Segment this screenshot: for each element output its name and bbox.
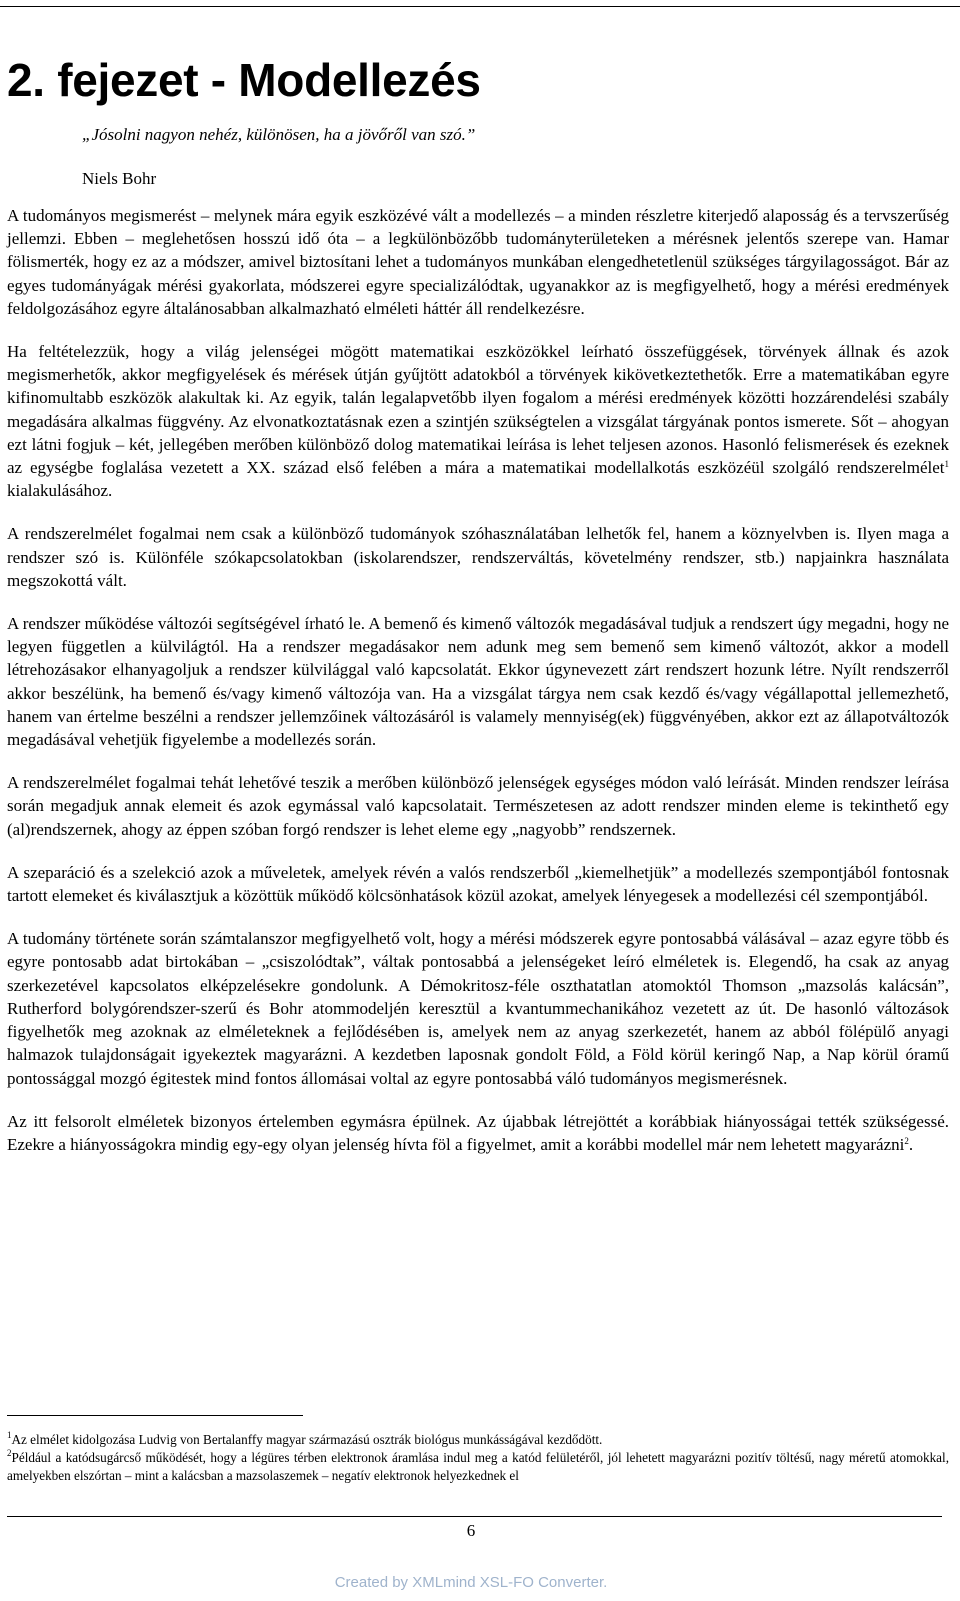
header-rule xyxy=(0,6,960,7)
paragraph-3: A rendszerelmélet fogalmai nem csak a különböző tudományok szóhasználatában lelhetők fel, hanem a köznyelvben is. Ilyen maga a rendszer szó is. Különféle szókapcsolatokban (iskolarendszer, rendszerváltás, követelmény rendszer, stb.) napjainkra használata megszokottá vált. xyxy=(7,524,949,590)
chapter-title: 2. fejezet - Modellezés xyxy=(7,54,481,106)
paragraph-2: Ha feltételezzük, hogy a világ jelenségei mögött matematikai eszközökkel leírható összefüggések, törvények állnak és azok megismerhetők, akkor megfigyelések és mérések útján gyűjtött adatokból a törvények kikövetkeztethetők. Erre a matematikában egyre kifinomultabb eszközök alakultak ki. Az egyik, talán legalapvetőbb ilyen fogalom a mérési eredmények közötti hozzárendelési szabály megadására alkalmas függvény. Az elvonatkoztatásnak ezen a szintjén szükségtelen a vizsgálat tárgyának pontos ismerete. Sőt – ahogyan ezt látni fogjuk – két, jellegében merőben különböző dolog matematikai leírása is lehet teljesen azonos. Hasonló felismerések és ezeknek az egységbe foglalása vezetett a XX. század első felében a mára a matematikai modellalkotás eszközéül szolgáló rendszerelmélet$^1$ kialakulásához. xyxy=(7,342,949,501)
paragraph-7: A tudomány története során számtalanszor megfigyelhető volt, hogy a mérési módszerek egyre pontosabbá válásával – azaz egyre több és egyre pontosabb adat birtokában – „csiszolódtak”, váltak pontosabbá a jelenségeket leíró elméletek is. Elegendő, ha csak az anyag szerkezetével kapcsolatos elképzelésekre gondolunk. A Démokritosz-féle oszthatatlan atomoktól Thomson „mazsolás kalácsán”, Rutherford bolygórendszer-szerű és Bohr atommodeljén keresztül a kvantummechanikához vezetett az út. De hasonló változások figyelhetők meg azoknak az elméleteknek a fejlődésében is, amelyek nem az anyag szerkezetét, hanem az abból fölépülő anyagi halmazok tulajdonságait igyekeztek magyarázni. A kezdetben laposnak gondolt Föld, a Föld körül keringő Nap, a Nap körül óramű pontossággal mozgó égitestek mind fontos állomásai voltal az egyre pontosabbá váló tudományos megismerésnek. xyxy=(7,929,949,1088)
page-number: 6 xyxy=(466,1521,476,1540)
paragraph-5: A rendszerelmélet fogalmai tehát lehetővé teszik a merőben különböző jelenségek egységes módon való leírását. Minden rendszer leírása során megadjuk annak elemeit és azok egymással való kapcsolatait. Természetesen az adott rendszer minden eleme is tekinthető egy (al)rendszernek, ahogy az éppen szóban forgó rendszer is lehet eleme egy „nagyobb” rendszernek. xyxy=(7,773,949,839)
footer-rule xyxy=(7,1516,942,1517)
footnote-2: $^2$Például a katódsugárcső működését, hogy a légüres térben elektronok áramlása indul meg a katód felületéről, jól lehetett magyarázni pozitív töltésű, nagy méretű atomokkal, amelyekben elszórtan – mint a kalácsban a mazsolaszemek – negatív elektronok helyezkednek el xyxy=(7,1448,949,1483)
watermark-brand-link[interactable]: XMLmind XSL-FO Converter xyxy=(412,1574,604,1591)
footnote-ref-1[interactable]: 1 xyxy=(944,459,949,470)
footnote-1: $^1$Az elmélet kidolgozása Ludvig von Bertalanffy magyar származású osztrák biológus munkásságával kezdődött. xyxy=(7,1430,603,1447)
epigraph-author: Niels Bohr xyxy=(82,169,157,188)
epigraph-text: „Jósolni nagyon nehéz, különösen, ha a jövőről van szó.” xyxy=(82,125,476,144)
footnote-ref-2[interactable]: 2 xyxy=(904,1135,909,1146)
paragraph-1: A tudományos megismerést – melynek mára egyik eszközévé vált a modellezés – a minden részletre kiterjedő alaposság és a tervszerűség jellemzi. Ebben – meglehetősen hosszú idő óta – a legkülönbözőbb tudományterületeken a mérésnek jelentős szerepe van. Hamar fölismerték, hogy ez az a módszer, amivel biztosítani lehet a tudományos munkában elengedhetetlenül szükséges tárgyilagosságot. Bár az egyes tudományágak mérési gyakorlata, módszerei egyre specializálódtak, ugyanakkor az is megfigyelhető, hogy a mérési eredmények feldolgozásához egyre általánosabban alkalmazható elméleti háttér áll rendelkezésre. xyxy=(7,206,949,318)
footnotes xyxy=(7,1431,949,1485)
paragraph-4: A rendszer működése változói segítségével írható le. A bemenő és kimenő változók megadásával tudjuk a rendszert úgy megadni, hogy ne legyen független a külvilágtól. Ha a rendszer megadásakor nem adunk meg sem bemenő sem kimenő változót, akkor a modell létrehozásakor elhanyagoljuk a rendszer külvilággal való kapcsolatát. Ekkor úgynevezett zárt rendszert hozunk létre. Nyílt rendszerről akkor beszélünk, ha bemenő és/vagy kimenő változója van. Ha a vizsgálat tárgya nem csak kezdő és/vagy végállapottal jellemezhető, hanem van értelme beszélni a rendszer jellemzőinek változásáról is valamely mennyiség(ek) függvényében, akkor ezt az állapotváltozók megadásával vehetjük figyelembe a modellezés során. xyxy=(7,614,949,750)
paragraph-8: Az itt felsorolt elméletek bizonyos értelemben egymásra épülnek. Az újabbak létrejöttét a korábbiak hiányosságai tették szükségessé. Ezekre a hiányosságokra mindig egy-egy olyan jelenség hívta föl a figyelmet, amit a korábbi modellel már nem lehetett magyarázni$^2$. xyxy=(7,1111,949,1154)
watermark: Created by XMLmind XSL-FO Converter. xyxy=(334,1574,608,1591)
page-content xyxy=(7,52,949,1156)
footnote-separator xyxy=(7,1415,303,1416)
paragraph-6: A szeparáció és a szelekció azok a műveletek, amelyek révén a valós rendszerből „kiemelhetjük” a modellezés szempontjából fontosnak tartott elemeket és kiválasztjuk a közöttük működő kölcsönhatások közül azokat, amelyek lényegesek a modellezési cél szempontjából. xyxy=(7,862,949,906)
epigraph xyxy=(82,124,949,190)
